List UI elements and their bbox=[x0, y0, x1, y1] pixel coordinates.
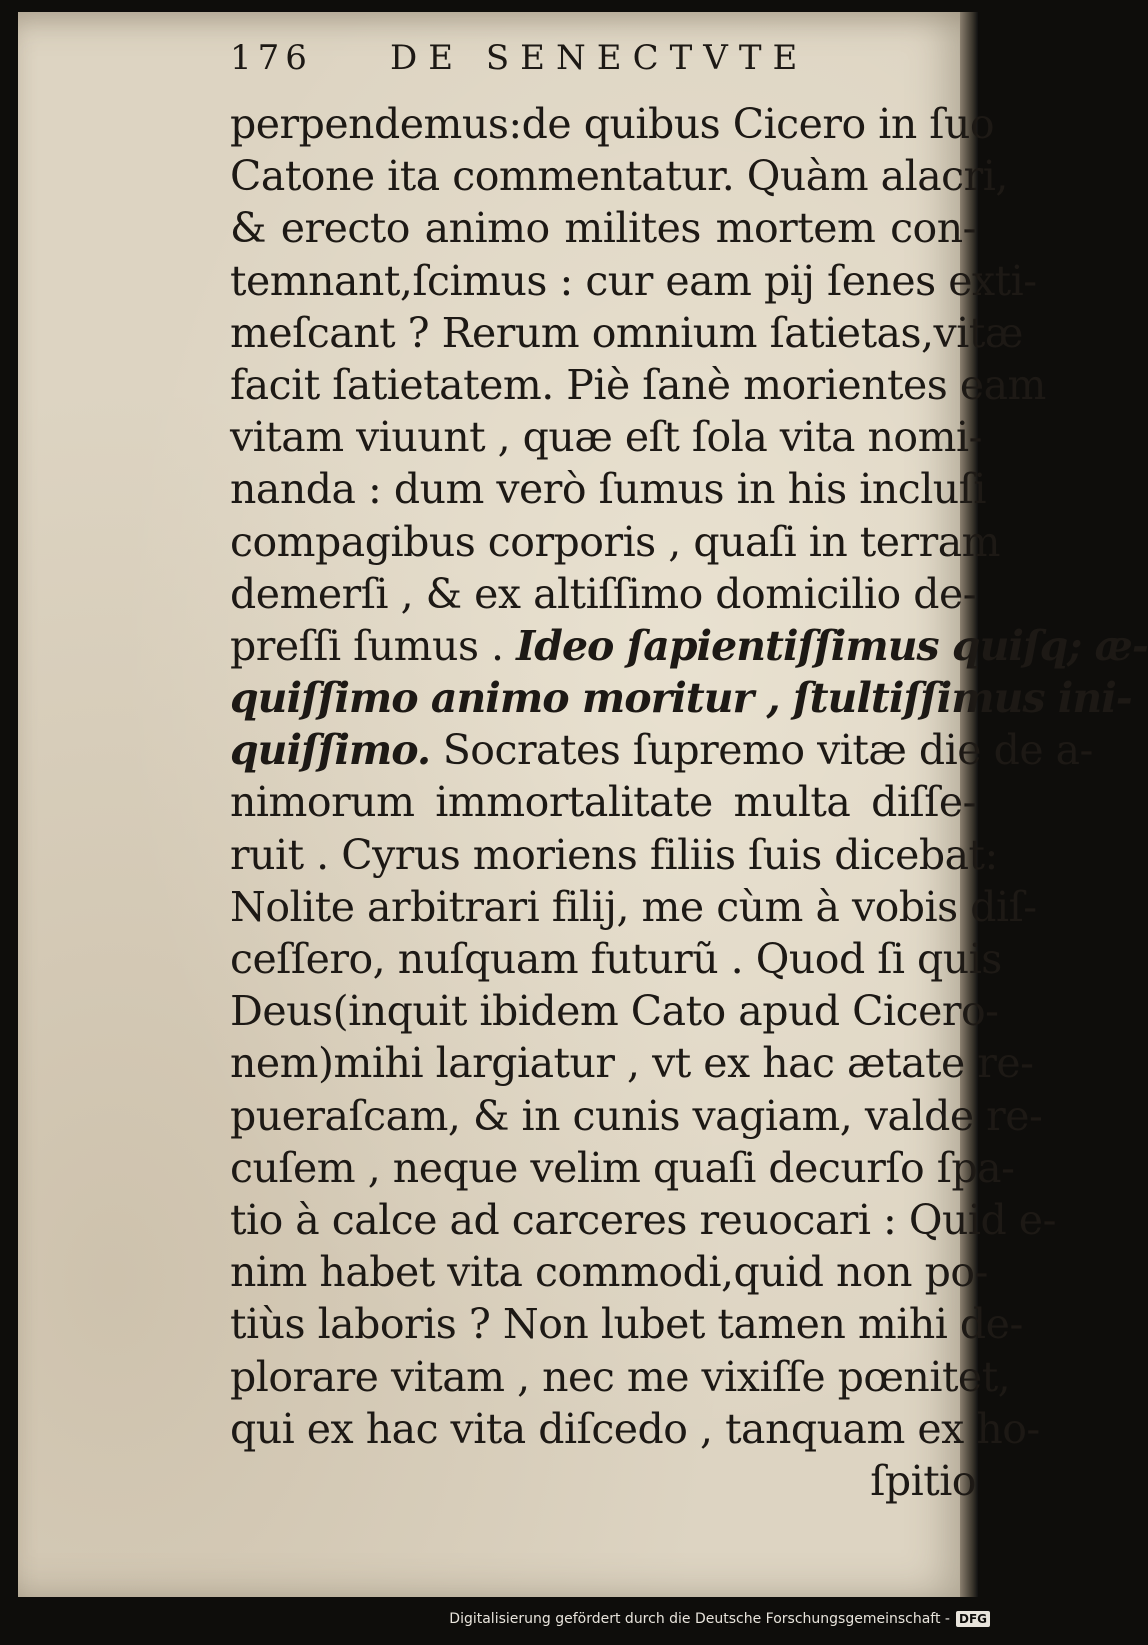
text-normal: preſſi ſumus . bbox=[230, 621, 517, 670]
text-line: nim habet vita commodi,quid non po- bbox=[230, 1248, 988, 1297]
text-line: & erecto animo milites mortem con- bbox=[230, 204, 976, 253]
text-line: pueraſcam, & in cunis vagiam, valde re- bbox=[230, 1091, 1043, 1140]
dfg-logo: DFG bbox=[956, 1611, 990, 1627]
text-line: nimorum immortalitate multa diſſe- bbox=[230, 778, 976, 827]
text-line: qui ex hac vita diſcedo , tanquam ex ho- bbox=[230, 1404, 1040, 1453]
text-line: plorare vitam , nec me vixiſſe pœnitet, bbox=[230, 1352, 1011, 1401]
page-number: 176 bbox=[230, 38, 313, 78]
text-italic: quiſſimo. bbox=[230, 726, 431, 775]
catchword: ſpitio bbox=[870, 1456, 976, 1505]
text-line-mixed bbox=[230, 724, 1093, 776]
text-line-mixed bbox=[230, 672, 1132, 724]
text-line: tiùs laboris ? Non lubet tamen mihi de- bbox=[230, 1300, 1023, 1349]
text-line: Deus(inquit ibidem Cato apud Cicero- bbox=[230, 987, 999, 1036]
text-line: meſcant ? Rerum omnium ſatietas,vitæ bbox=[230, 308, 1023, 357]
footer-text: Digitalisierung gefördert durch die Deutsche Forschungsgemeinschaft - bbox=[449, 1611, 950, 1627]
text-normal: Socrates ſupremo vitæ die de a- bbox=[430, 726, 1093, 775]
text-line: nem)mihi largiatur , vt ex hac ætate re- bbox=[230, 1039, 1034, 1088]
text-line: facit ſatietatem. Piè ſanè morientes eam bbox=[230, 360, 1046, 409]
text-line: ruit . Cyrus moriens filiis ſuis dicebat: bbox=[230, 830, 998, 879]
text-line: Catone ita commentatur. Quàm alacri, bbox=[230, 152, 1008, 201]
text-italic: Ideo ſapientiſſimus quiſq; æ- bbox=[516, 621, 1148, 670]
text-line: vitam viuunt , quæ eſt ſola vita nomi- bbox=[230, 413, 982, 462]
book-page bbox=[18, 12, 1148, 1597]
running-title: DE SENECTVTE bbox=[390, 38, 809, 78]
text-line: tio à calce ad carceres reuocari : Quid e- bbox=[230, 1195, 1056, 1244]
text-line: nanda : dum verò ſumus in his incluſi bbox=[230, 465, 986, 514]
text-line: ceſſero, nuſquam futurũ . Quod ſi quis bbox=[230, 935, 1002, 983]
running-header bbox=[230, 38, 976, 98]
text-line: temnant,ſcimus : cur eam pij ſenes exti- bbox=[230, 256, 1037, 305]
text-line: demerſi , & ex altiſſimo domicilio de- bbox=[230, 569, 977, 618]
digitization-footer bbox=[449, 1611, 990, 1627]
text-line: perpendemus:de quibus Cicero in ſuo bbox=[230, 100, 995, 148]
text-italic: quiſſimo animo moritur , ſtultiſſimus ini- bbox=[230, 674, 1132, 723]
text-line-mixed bbox=[230, 620, 1148, 672]
text-line: compagibus corporis , quaſi in terram bbox=[230, 517, 1001, 566]
text-line: cuſem , neque velim quaſi decurſo ſpa- bbox=[230, 1143, 1015, 1192]
text-block bbox=[230, 38, 1148, 1507]
text-line: Nolite arbitrari filij, me cùm à vobis diſ- bbox=[230, 882, 1037, 931]
